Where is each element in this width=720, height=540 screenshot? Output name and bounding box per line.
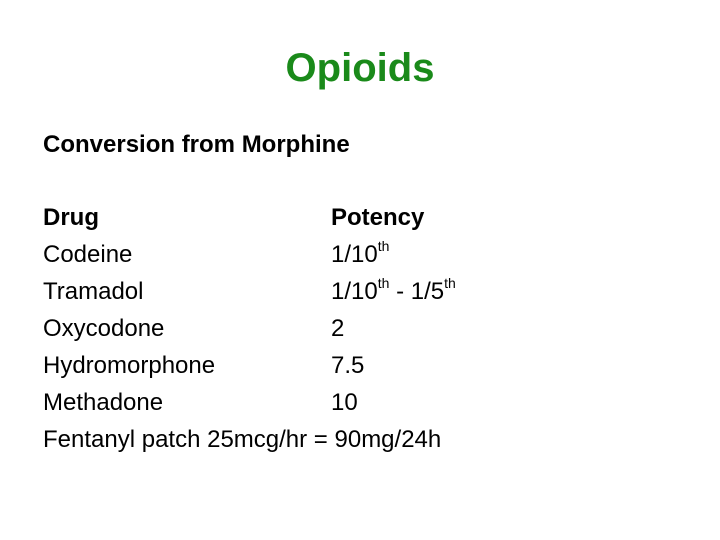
potency-superscript: th: [377, 238, 390, 254]
potency-part: 10: [331, 389, 358, 416]
potency-part: 1/10: [331, 278, 378, 305]
drug-name: Codeine: [43, 241, 133, 268]
drug-name: Hydromorphone: [43, 352, 216, 379]
potency-value: [331, 273, 456, 310]
drug-column-header: Drug: [43, 204, 99, 231]
drug-name: Methadone: [43, 389, 164, 416]
table-header-row: [43, 199, 683, 236]
potency-superscript: th: [444, 275, 456, 291]
potency-value: [331, 236, 389, 273]
potency-column-header: Potency: [331, 204, 425, 231]
table-row: [43, 273, 683, 310]
conversion-table: [43, 199, 683, 458]
potency-value: [331, 310, 344, 347]
fentanyl-patch-note: Fentanyl patch 25mcg/hr = 90mg/24h: [43, 426, 442, 453]
potency-part: - 1/5: [389, 278, 445, 305]
table-row: [43, 236, 683, 273]
potency-value: [331, 347, 364, 384]
table-row: [43, 310, 683, 347]
slide-subtitle: Conversion from Morphine: [43, 131, 350, 158]
potency-part: 7.5: [331, 352, 365, 379]
table-row: [43, 384, 683, 421]
slide-title: Opioids: [285, 46, 435, 90]
table-row: [43, 347, 683, 384]
drug-name: Oxycodone: [43, 315, 165, 342]
potency-value: [331, 384, 358, 421]
drug-name: Tramadol: [43, 278, 144, 305]
table-footer-row: [43, 421, 683, 458]
potency-part: 2: [331, 315, 345, 342]
potency-part: 1/10: [331, 241, 378, 268]
potency-superscript: th: [377, 275, 390, 291]
